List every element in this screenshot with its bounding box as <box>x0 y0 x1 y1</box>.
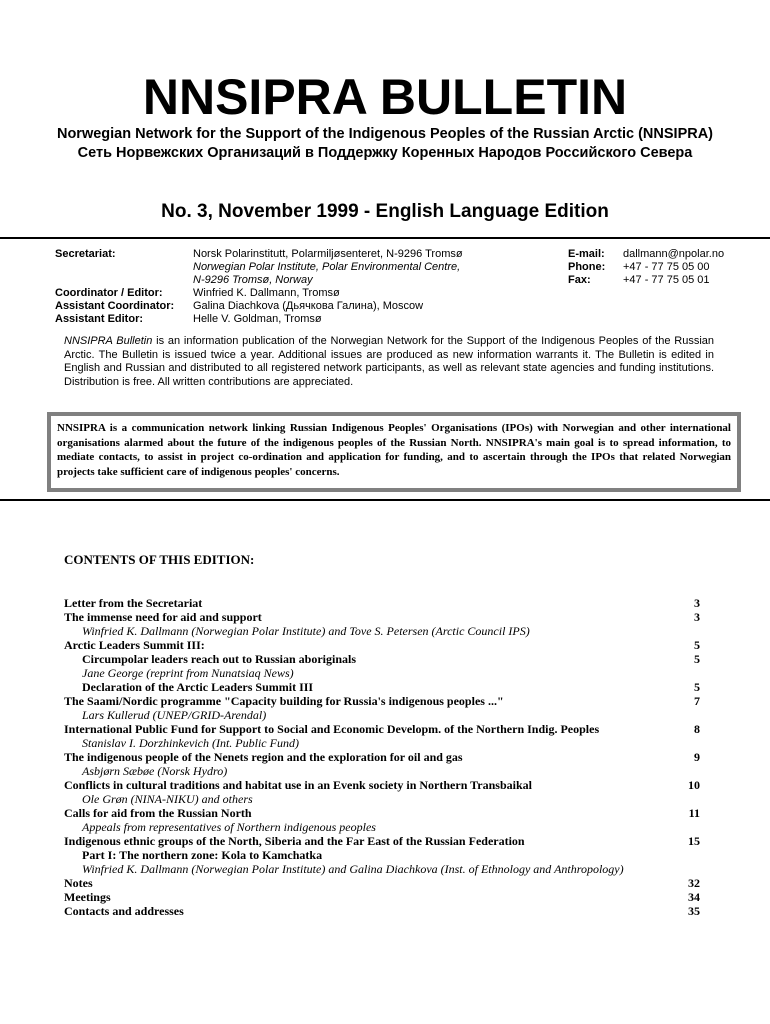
toc-entry-page: 15 <box>688 834 700 848</box>
coordinator-label: Coordinator / Editor: <box>55 287 163 299</box>
toc-entry-title: Indigenous ethnic groups of the North, Siberia and the Far East of the Russian Federation <box>64 834 525 848</box>
bulletin-description <box>64 335 714 389</box>
fax-value: +47 - 77 75 05 01 <box>623 274 710 286</box>
toc-entry <box>64 680 700 694</box>
toc-entry <box>64 848 700 862</box>
toc-entry-page: 5 <box>694 638 700 652</box>
toc-entry <box>64 778 700 792</box>
fax-label: Fax: <box>568 274 591 286</box>
toc-entry-title: Jane George (reprint from Nunatsiaq News) <box>82 666 294 680</box>
toc-entry <box>64 708 700 722</box>
toc-entry <box>64 722 700 736</box>
toc-entry-title: The immense need for aid and support <box>64 610 262 624</box>
toc-entry-page: 9 <box>694 750 700 764</box>
toc-entry <box>64 792 700 806</box>
subtitle-russian: Сеть Норвежских Организаций в Поддержку Коренных Народов Российского Севера <box>77 145 693 161</box>
phone-label: Phone: <box>568 261 606 273</box>
toc-entry-page: 11 <box>688 806 700 820</box>
toc-entry <box>64 862 700 876</box>
top-divider <box>0 237 770 239</box>
toc-entry-title: Winfried K. Dallmann (Norwegian Polar Institute) and Tove S. Petersen (Arctic Council IPS) <box>82 624 530 638</box>
toc-entry-title: The Saami/Nordic programme "Capacity building for Russia's indigenous peoples ..." <box>64 694 504 708</box>
email-value[interactable]: dallmann@npolar.no <box>623 248 725 260</box>
toc-entry-title: Calls for aid from the Russian North <box>64 806 252 820</box>
toc-entry-title: Winfried K. Dallmann (Norwegian Polar Institute) and Galina Diachkova (Inst. of Ethnology and Anthropology) <box>82 862 624 876</box>
secretariat-label: Secretariat: <box>55 248 116 260</box>
toc-entry <box>64 694 700 708</box>
toc-entry-title: Meetings <box>64 890 111 904</box>
toc-entry <box>64 624 700 638</box>
toc-entry-title: Letter from the Secretariat <box>64 596 203 610</box>
contents-heading: CONTENTS OF THIS EDITION: <box>64 552 255 567</box>
assistant-editor-value: Helle V. Goldman, Tromsø <box>193 313 322 325</box>
toc-entry-title: Part I: The northern zone: Kola to Kamchatka <box>82 848 323 862</box>
toc-entry <box>64 666 700 680</box>
toc-entry <box>64 750 700 764</box>
assistant-coordinator-value: Galina Diachkova (Дьячкова Галина), Moscow <box>193 300 424 312</box>
phone-value: +47 - 77 75 05 00 <box>623 261 710 273</box>
toc-entry-title: Lars Kullerud (UNEP/GRID-Arendal) <box>82 708 267 722</box>
toc-entry <box>64 638 700 652</box>
toc-entry-page: 5 <box>694 680 700 694</box>
toc-entry <box>64 806 700 820</box>
toc-entry-title: International Public Fund for Support to Social and Economic Developm. of the Northern Indig. Peoples <box>64 722 600 736</box>
toc-entry <box>64 820 700 834</box>
toc-entry-page: 10 <box>688 778 700 792</box>
edition-line: No. 3, November 1999 - English Language Edition <box>161 201 609 222</box>
toc-entry-title: The indigenous people of the Nenets region and the exploration for oil and gas <box>64 750 463 764</box>
assistant-coordinator-label: Assistant Coordinator: <box>55 300 175 312</box>
info-labels <box>55 248 174 326</box>
toc-entry-title: Asbjørn Sæbøe (Norsk Hydro) <box>82 764 228 778</box>
toc-entry-page: 32 <box>688 876 700 890</box>
mission-statement: NNSIPRA is a communication network linking Russian Indigenous Peoples' Organisations (IPOs) with Norwegian and other international organisations alarmed about the future of the indigenous peoples of the Russian North. NNSIPRA's main goal is to spread information, to mediate contacts, to assist in project co-ordination and application for funding, and to ascertain through the IPOs that related Norwegian projects take sufficient care of indigenous peoples' concerns. <box>57 422 731 478</box>
email-label: E-mail: <box>568 248 605 260</box>
toc-entry-title: Appeals from representatives of Northern indigenous peoples <box>82 820 376 834</box>
toc-entry-title: Declaration of the Arctic Leaders Summit III <box>82 680 314 694</box>
toc-entry-page: 3 <box>694 610 700 624</box>
toc-entry-page: 34 <box>688 890 700 904</box>
toc-entry-page: 3 <box>694 596 700 610</box>
mission-statement-box <box>47 412 741 492</box>
toc-entry <box>64 736 700 750</box>
info-values <box>193 248 463 326</box>
toc-entry-title: Stanislav I. Dorzhinkevich (Int. Public Fund) <box>82 736 299 750</box>
assistant-editor-label: Assistant Editor: <box>55 313 144 325</box>
contact-values <box>623 248 724 287</box>
description-lead: NNSIPRA Bulletin <box>64 335 153 347</box>
toc-entry <box>64 652 700 666</box>
secretariat-address-en-2: N-9296 Tromsø, Norway <box>193 274 313 286</box>
toc-entry-title: Conflicts in cultural traditions and habitat use in an Evenk society in Northern Transbaikal <box>64 778 532 792</box>
toc-entry-page: 7 <box>694 694 700 708</box>
toc-entry <box>64 610 700 624</box>
toc-entry-title: Ole Grøn (NINA-NIKU) and others <box>82 792 253 806</box>
toc-entry-page: 8 <box>694 722 700 736</box>
coordinator-value: Winfried K. Dallmann, Tromsø <box>193 287 340 299</box>
toc-entry <box>64 890 700 904</box>
bulletin-title: NNSIPRA BULLETIN <box>142 69 628 125</box>
bottom-divider <box>0 499 770 501</box>
subtitle-english: Norwegian Network for the Support of the Indigenous Peoples of the Russian Arctic (NNSIPRA) <box>56 126 714 142</box>
toc-entry <box>64 596 700 610</box>
secretariat-address: Norsk Polarinstitutt, Polarmiljøsenteret, N-9296 Tromsø <box>193 248 463 260</box>
toc-entry <box>64 764 700 778</box>
toc-entry <box>64 876 700 890</box>
toc-entry <box>64 834 700 848</box>
toc-entry-title: Circumpolar leaders reach out to Russian aboriginals <box>82 652 357 666</box>
toc-entry-page: 35 <box>688 904 700 918</box>
toc-entry-title: Notes <box>64 876 93 890</box>
toc-entry-title: Arctic Leaders Summit III: <box>64 638 205 652</box>
toc-entry-page: 5 <box>694 652 700 666</box>
secretariat-address-en: Norwegian Polar Institute, Polar Environmental Centre, <box>193 261 461 273</box>
description-text: is an information publication of the Norwegian Network for the Support of the Indigenous Peoples of the Russian Arctic. The Bulletin is issued twice a year. Additional issues are produced as new information warrants it. The Bulletin is edited in English and Russian and distributed to all registered network participants, as well as relevant state agencies and funding institutions. Distribution is free. All written contributions are appreciated. <box>64 335 714 388</box>
table-of-contents <box>64 596 700 918</box>
toc-entry <box>64 904 700 918</box>
toc-entry-title: Contacts and addresses <box>64 904 184 918</box>
contact-labels <box>568 248 605 287</box>
